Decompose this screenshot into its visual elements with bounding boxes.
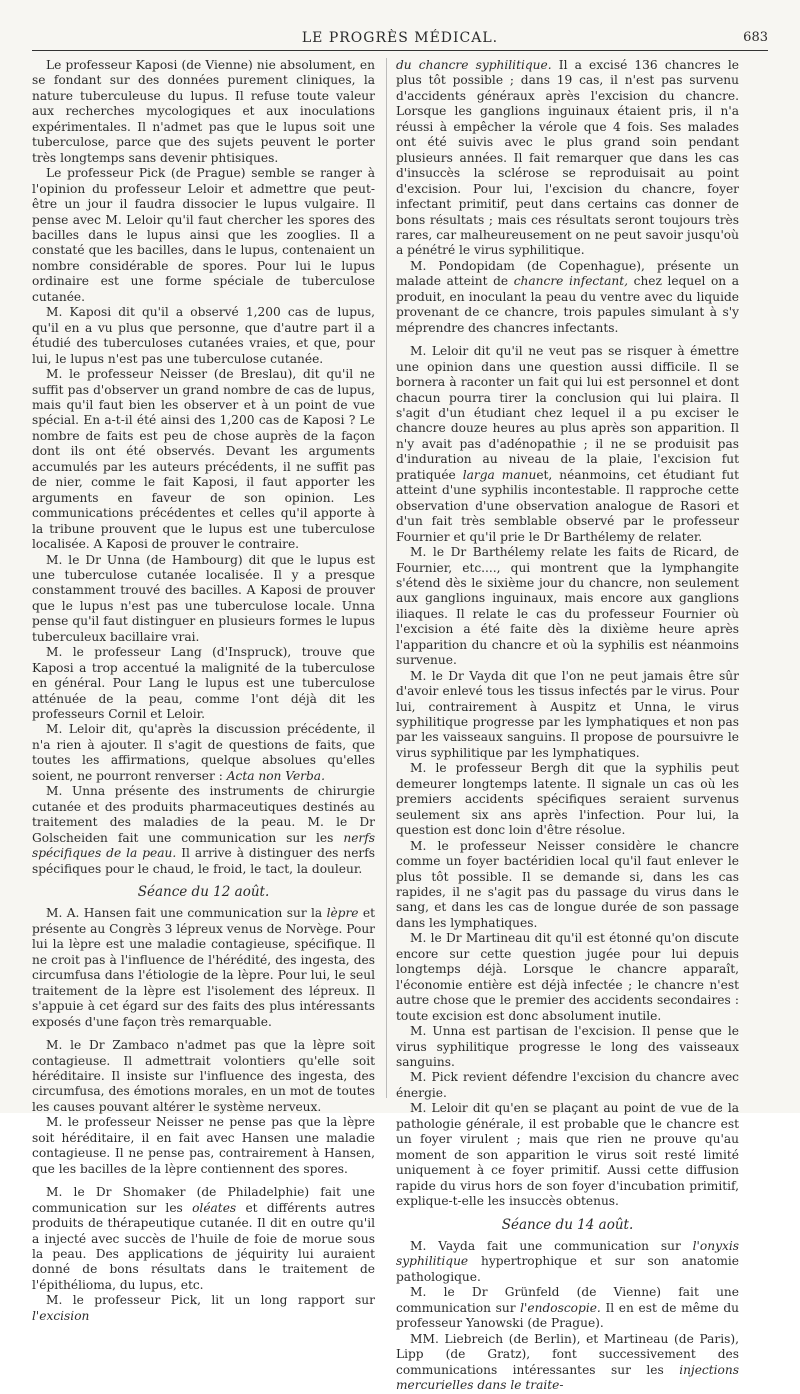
text-run: Il arrive à distinguer des nerfs spécifiques pour le chaud, le froid, le tact, la douleur.	[32, 846, 376, 876]
text-run: Il a excisé 136 chancres le plus tôt possible ; dans 19 cas, il n'est pas survenu d'accidents généraux après l'excision du chancre. Lorsque les ganglions inguinaux étaient pris, il n'a réussi à empêcher la vérole que 4 fois. Ses malades ont été suivis avec le plus grand soin pendant plusieurs années. Il fait remarquer que dans les cas d'insuccès la sclérose se reproduisait au point d'excision. Pour lui, l'excision du chancre, foyer infectant primitif, peut dans certains cas donner de bons résultats ; mais ces résultats seront toujours très rares, car malheureusement on ne peut savoir jusqu'où a pénétré le virus syphilitique.	[396, 58, 739, 258]
column-divider	[386, 58, 387, 1098]
paragraph: M. le Dr Vayda dit que l'on ne peut jamais être sûr d'avoir enlevé tous les tissus infectés par le virus. Pour lui, contrairement à Auspitz et Unna, le virus syphilitique progresse par les lymphatiques et non pas par les vaisseaux sanguins. Il propose de poursuivre le virus syphilitique par les lymphatiques.	[396, 668, 739, 760]
text-run: M. Pondopidam (de Copenhague), présente un malade atteint de	[396, 258, 739, 289]
paragraph: Le professeur Pick (de Prague) semble se ranger à l'opinion du professeur Leloir et admettre que peut-être un jour il faudra dissocier le lupus vulgaire. Il pense avec M. Leloir qu'il faut chercher les spores des bacilles dans le lupus ainsi que les zooglies. Il a constaté que les bacilles, dans le lupus, contenaient un nombre considérable de spores. Pour lui le lupus ordinaire est une forme spéciale de tuberculose cutanée.	[32, 166, 375, 304]
paragraph: M. le professeur Lang (d'Inspruck), trouve que Kaposi a trop accentué la malignité de la tuberculose en général. Pour Lang le lupus est une tuberculose atténuée de la peau, comme l'ont déjà dit les professeurs Cornil et Leloir.	[32, 645, 375, 722]
paragraph	[396, 58, 739, 259]
text-run: M. Leloir dit, qu'après la discussion précédente, il n'a rien à ajouter. Il s'agit de questions de faits, que toutes les affirmations, quelque absolues qu'elles soient, ne pourront renverser :	[32, 722, 375, 783]
paragraph: Le professeur Kaposi (de Vienne) nie absolument, en se fondant sur des données purement cliniques, la nature tuberculeuse du lupus. Il refuse toute valeur aux recherches mycologiques et aux inoculations expérimentales. Il n'admet pas que le lupus soit une tuberculose, parce que des sujets peuvent le porter très longtemps sans devenir phtisiques.	[32, 58, 375, 165]
italic-run: l'onyxis syphilitique	[396, 1238, 740, 1269]
text-run: M. A. Hansen fait une communication sur la	[46, 906, 323, 921]
paragraph: M. le professeur Neisser ne pense pas que la lèpre soit héréditaire, il en fait avec Hansen une maladie contagieuse. Il ne pense pas, contrairement à Hansen, que les bacilles de la lèpre contiennent des spores.	[32, 1115, 375, 1176]
text-run: M. le Dr Shomaker (de Philadelphie) fait une communication sur les	[32, 1185, 375, 1215]
header-rule	[32, 50, 768, 51]
paragraph	[396, 259, 739, 336]
section-heading: Séance du 12 août.	[137, 884, 270, 901]
paragraph: M. le professeur Neisser (de Breslau), dit qu'il ne suffit pas d'observer un grand nombre de cas de lupus, mais qu'il faut bien les observer et à un point de vue spécial. En a-t-il été ainsi des 1,200 cas de Kaposi ? Le nombre de faits est peu de chose auprès de la façon dont ils ont été observés. Devant les arguments accumulés par les auteurs précédents, il ne suffit pas de nier, comme le fait Kaposi, il faut apporter les arguments en faveur de son opinion. Les communications précédentes et celles qu'il apporte à la tribune prouvent que le lupus est une tuberculose localisée. A Kaposi de prouver le contraire.	[32, 367, 375, 552]
running-header	[32, 30, 768, 50]
paragraph	[32, 1185, 375, 1293]
text-run: M. Unna présente des instruments de chirurgie cutanée et des produits pharmaceutiques destinés au traitement des maladies de la peau. M. le Dr Golscheiden fait une communication sur les	[32, 784, 375, 845]
text-run: M. le professeur Pick, lit un long rapport sur	[46, 1293, 375, 1308]
right-column	[396, 58, 739, 1394]
paragraph	[396, 1285, 739, 1331]
text-run: M. Vayda fait une communication sur	[410, 1238, 681, 1253]
italic-run: nerfs spécifiques de la peau.	[32, 830, 375, 861]
text-run: hypertrophique et sur son anatomie pathologique.	[396, 1254, 740, 1284]
paragraph: M. le Dr Barthélemy relate les faits de Ricard, de Fournier, etc...., qui montrent que la lymphangite s'étend dès le sixième jour du chancre, non seulement aux ganglions inguinaux, mais encore aux ganglions iliaques. Il relate le cas du professeur Fournier où l'excision a été faite dès la dixième heure après l'apparition du chancre et où la syphilis est néanmoins survenue.	[396, 545, 739, 668]
paragraph: M. le Dr Zambaco n'admet pas que la lèpre soit contagieuse. Il admettrait volontiers qu'elle soit héréditaire. Il insiste sur l'influence des ingesta, des circumfusa, des émotions morales, en un mot de toutes les causes pouvant altérer le système nerveux.	[32, 1038, 375, 1114]
left-column	[32, 58, 375, 1324]
paragraph: M. Leloir dit qu'en se plaçant au point de vue de la pathologie générale, il est probable que le chancre est un foyer virulent ; mais que rien ne prouve qu'au moment de son apparition le virus soit resté limité uniquement à ce foyer primitif. Aussi cette diffusion rapide du virus hors de son foyer d'incubation primitif, explique-t-elle les insuccès obtenus.	[396, 1101, 739, 1209]
paragraph: M. Pick revient défendre l'excision du chancre avec énergie.	[396, 1070, 739, 1100]
italic-run: chancre infectant,	[513, 274, 629, 289]
paragraph	[32, 906, 375, 1030]
paragraph	[396, 344, 739, 545]
italic-run: oléates	[192, 1200, 237, 1215]
paragraph	[32, 1293, 375, 1324]
paragraph	[396, 1239, 739, 1285]
paragraph: M. le professeur Bergh dit que la syphilis peut demeurer longtemps latente. Il signale un cas où les premiers accidents spécifiques seraient survenus seulement six ans après l'infection. Pour lui, la question est donc loin d'être résolue.	[396, 761, 739, 838]
paragraph	[32, 784, 375, 877]
text-run: M. le Dr Grünfeld (de Vienne) fait une communication sur	[396, 1285, 739, 1315]
italic-run: l'endoscopie.	[520, 1300, 601, 1315]
text-run: chez lequel on a produit, en inoculant la peau du ventre avec du liquide provenant de ce chancre, trois papules simulant à s'y méprendre des chancres infectants.	[396, 274, 740, 335]
italic-run: du chancre syphilitique.	[396, 58, 552, 72]
journal-title: LE PROGRÈS MÉDICAL.	[301, 30, 499, 46]
text-run: Il en est de même du professeur Yanowski (de Prague).	[396, 1300, 739, 1331]
section-heading: Séance du 14 août.	[501, 1216, 634, 1233]
text-run: et, néanmoins, cet étudiant fut atteint d'une syphilis incontestable. Il rapproche cette observation d'une observation analogue de Rasori et d'un fait très semblable observé par le professeur Fournier et qu'il prie le Dr Barthélemy de relater.	[396, 467, 740, 544]
italic-run: larga manu	[462, 467, 537, 482]
paragraph	[396, 1332, 739, 1394]
text-run: et différents autres produits de thérapeutique cutanée. Il dit en outre qu'il a injecté avec succès de l'huile de foie de morue sous la peau. Des applications de jéquirity lui auraient donné de bons résultats dans le traitement de l'épithélioma, du lupus, etc.	[32, 1200, 376, 1292]
italic-run: l'excision	[32, 1308, 90, 1323]
paragraph: M. le Dr Martineau dit qu'il est étonné qu'on discute encore sur cette question jugée pour lui depuis longtemps déjà. Lorsque le chancre apparaît, l'économie entière est déjà infectée ; le chancre n'est autre chose que le premier des accidents secondaires : toute excision est donc absolument inutile.	[396, 931, 739, 1023]
text-run: MM. Liebreich (de Berlin), et Martineau (de Paris), Lipp (de Gratz), font successivement des communications intéressantes sur les	[396, 1331, 739, 1377]
paragraph	[32, 722, 375, 784]
italic-run: lèpre	[326, 906, 359, 921]
italic-run: Acta non Verba.	[226, 768, 325, 783]
paragraph: M. Kaposi dit qu'il a observé 1,200 cas de lupus, qu'il en a vu plus que personne, que d'autre part il a étudié des tuberculoses cutanées vraies, et que, pour lui, le lupus n'est pas une tuberculose cutanée.	[32, 305, 375, 366]
text-run: et présente au Congrès 3 lépreux venus de Norvège. Pour lui la lèpre est une maladie contagieuse, spécifique. Il ne croit pas à l'influence de l'hérédité, des ingesta, des circumfusa dans l'étiologie de la lèpre. Pour lui, le seul traitement de la lèpre est l'isolement des lépreux. Il s'appuie à cet égard sur des faits des plus intéressants exposés d'une façon très remarquable.	[32, 906, 376, 1029]
page-number: 683	[743, 30, 768, 45]
italic-run: injections mercurielles dans le traite-	[396, 1362, 739, 1393]
paragraph: M. le Dr Unna (de Hambourg) dit que le lupus est une tuberculose cutanée localisée. Il y a presque constamment trouvé des bacilles. A Kaposi de prouver que le lupus n'est pas une tuberculose locale. Unna pense qu'il faut distinguer en plusieurs formes le lupus tuberculeux bacillaire vrai.	[32, 552, 375, 644]
text-run: M. Leloir dit qu'il ne veut pas se risquer à émettre une opinion dans une question aussi difficile. Il se bornera à raconter un fait qui lui est personnel et dont chacun pourra tirer la conclusion qui lui plaira. Il s'agit d'un étudiant chez lequel il a pu exciser le chancre douze heures au plus après son apparition. Il n'y avait pas d'adénopathie ; il ne se produisit pas d'induration au niveau de la plaie, l'excision fut pratiquée	[396, 344, 739, 482]
paragraph: M. Unna est partisan de l'excision. Il pense que le virus syphilitique progresse le long des vaisseaux sanguins.	[396, 1024, 739, 1069]
paragraph: M. le professeur Neisser considère le chancre comme un foyer bactéridien local qu'il faut enlever le plus tôt possible. Il se demande si, dans les cas rapides, il ne s'agit pas du passage du virus dans le sang, et dans les cas de longue durée de son passage dans les lymphatiques.	[396, 838, 739, 930]
